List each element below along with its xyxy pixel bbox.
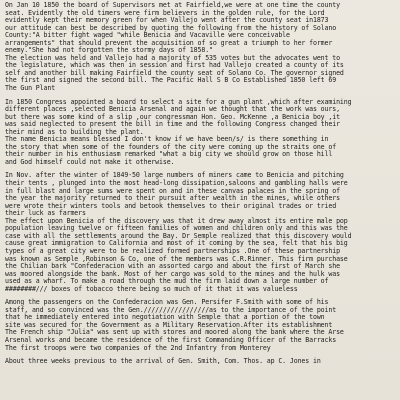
- text-line: cause great immigration to California and most of it coming by the sea, felt that his big: [5, 239, 348, 248]
- text-line: our attitude can best be described by quoting the following from the history of Solano: [5, 23, 337, 32]
- text-line: the year the majority returned to their pursuit after wealth in the mines, while others: [5, 194, 340, 203]
- text-line: The first troops were two companies of the 2nd Infantry from Monterey: [5, 343, 271, 352]
- text-line: On Jan 10 1850 the board of Supervisors met at Fairfield,we were at one time the county: [5, 1, 340, 9]
- text-line: their luck as farmers: [5, 209, 86, 218]
- text-line: their mind as to building the plant.: [5, 127, 144, 136]
- text-line: Among the passengers on the Confederacion was Gen. Persifer F.Smith with some of his: [5, 298, 329, 307]
- text-line: population leaving twelve or fifteen families of women and children only and this was the: [5, 224, 348, 233]
- text-line: site was secured for the Government as a Military Reservation.After its establishment: [5, 320, 333, 329]
- text-line: case with all the settlements around the Bay. Dr Semple realized that this discovery would: [5, 231, 352, 240]
- text-line: and God himself could not make it otherwise.: [5, 157, 175, 166]
- text-line: The name Benicia means blessed I don't know if we have been/s/ is there something in: [5, 135, 329, 144]
- text-line: were wrote their winters tools and betook themselves to their original trades or tried: [5, 201, 337, 210]
- paragraph-county-seat: [5, 2, 397, 93]
- paragraph-gun-plant: [5, 99, 397, 167]
- text-line: County:"A bitter fight waged "while Benicia and Vacaville were conceivable: [5, 31, 290, 40]
- text-line: In Nov. after the winter of 1849-50 large numbers of miners came to Benicia and pitching: [5, 171, 344, 180]
- text-line: The French ship "Julia" was sent up with stores and moored along the bank where the Arse: [5, 328, 344, 337]
- text-line: enemy."She had not forgotten the stormy days of 1858.": [5, 46, 213, 55]
- text-line: self and another bill making Fairfield the county seat of Solano Co. The governor signed: [5, 68, 344, 77]
- paragraph-confederacion: [5, 299, 397, 352]
- text-line: About three weeks previous to the arrival of Gen. Smith, Com. Thos. ap C. Jones in: [5, 357, 321, 366]
- text-line: In 1850 Congress appointed a board to select a site for a gun plant ,which after examining: [5, 97, 352, 106]
- text-line: in full blast and large sums were spent on and in these canvas palaces in the spring of: [5, 186, 340, 195]
- text-line: used as a wharf. To make a road through the mud the firm laid down a large number of: [5, 277, 329, 286]
- text-line: arrangements" that should prevent the acquisition of so great a triumph to her former: [5, 38, 333, 47]
- text-line: but there was some kind of a slip ,our congressman Hon. Geo. McKenne ,a Benicia boy ,it: [5, 112, 340, 121]
- text-line: The Gun Plant: [5, 84, 56, 93]
- text-line: their tents , plunged into the most head-long dissipation,saloons and gambling halls were: [5, 179, 348, 188]
- text-line: types of a great city were to be realized formed partnerships .One of these partnership: [5, 246, 340, 255]
- text-line: the first and signed the second bill. The Pacific Hall S B Co Established 1850 left 69: [5, 76, 337, 85]
- text-line: their number in his enthusiasm remarked "what a big city we should grow on those hill: [5, 150, 333, 159]
- text-line: that he immediately entered into negotiation with Semple that a portion of the town: [5, 313, 325, 322]
- text-line: was said neglected to present the bill in time and the following Congress changed their: [5, 120, 340, 129]
- text-line: was moored alongside the bank. Most of her cargo was sold to the mines and the hulk was: [5, 269, 340, 278]
- text-line: seat. Evidently the old timers were firm believers in the golden rule, for the Lord: [5, 8, 325, 17]
- text-line: ########/// boxes of tobacco there being so much of it that it was valueless: [5, 284, 298, 293]
- text-line: The effect upon Benicia of the discovery was that it drew away almost its entire male pop: [5, 216, 348, 225]
- paragraph-arrival: [5, 358, 397, 366]
- text-line: the Chilian bark "Confederacion with an assorted cargo and about the first of March she: [5, 262, 340, 271]
- text-line: the legislature, which was then in session and first had Vallejo created a county of its: [5, 61, 344, 70]
- text-line: was known as Semple ,Robinson & Co, one of the members was C.R.Rinner. This firm purchase: [5, 254, 348, 263]
- text-line: the story that when some of the founders of the city were coming up the straits one of: [5, 142, 337, 151]
- paragraph-miners: [5, 172, 397, 293]
- text-line: staff, and so convinced was the Gen./////////////////as to the importance of the point: [5, 305, 337, 314]
- text-line: The election was held and Vallejo had a majority of 535 votes but the advocates went to: [5, 53, 340, 62]
- text-line: Arsenal works and became the residence of the first Commanding Officer of the Barracks: [5, 335, 337, 344]
- text-line: evidently kept their memory green for when Vallejo went after the county seat in1873: [5, 16, 329, 25]
- text-line: different places ,selected Benicia Arsenal and again we thought that the work was ours,: [5, 105, 340, 114]
